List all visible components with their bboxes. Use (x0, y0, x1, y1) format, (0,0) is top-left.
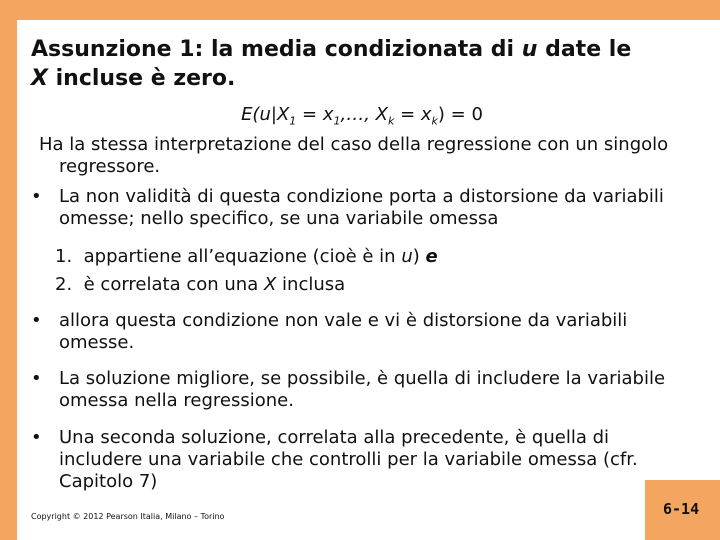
list-item-1: 1. appartiene all’equazione (cioè è in u) e (55, 246, 438, 267)
page-number-box (645, 480, 720, 540)
bullet-icon: • (31, 310, 42, 331)
slide: Assunzione 1: la media condizionata di u date le X incluse è zero. $E(u|X_1$ = $x_1,\dots$, $X_k = x_k) = 0$ Ha la stessa interpretazione del caso della regressione con un singolo regressore. • La non validità di questa condizione porta a distorsione da variabili omesse; nello specifico, se una variabile omessa 1. appartiene all’equazione (cioè è in u) e 2. è correlata con una X inclusa • allora questa condizione non vale e vi è distorsione da variabili omesse. • La soluzione migliore, se possibile, è quella di includere la variabile omessa nella regressione. • Una seconda soluzione, correlata alla precedente, è quella di includere una variabile che controlli per la variabile omessa (cfr. Capitolo 7) Copyright © 2012 Pearson Italia, Milano – Torino (17, 20, 720, 540)
formula: $E(u|X_1$ = $x_1,\dots$, $X_k = x_k) = 0$ (241, 104, 483, 128)
bullet-icon: • (31, 186, 42, 207)
bullet-icon: • (31, 368, 42, 389)
slide-title: Assunzione 1: la media condizionata di u date le X incluse è zero. (31, 37, 632, 91)
bullet-icon: • (31, 427, 42, 448)
list-item-2: 2. è correlata con una X inclusa (55, 274, 346, 295)
intro-paragraph: Ha la stessa interpretazione del caso della regressione con un singolo regressore. (39, 134, 669, 177)
copyright: Copyright © 2012 Pearson Italia, Milano – Torino (31, 512, 225, 521)
page-number: 6-14 (663, 500, 700, 518)
